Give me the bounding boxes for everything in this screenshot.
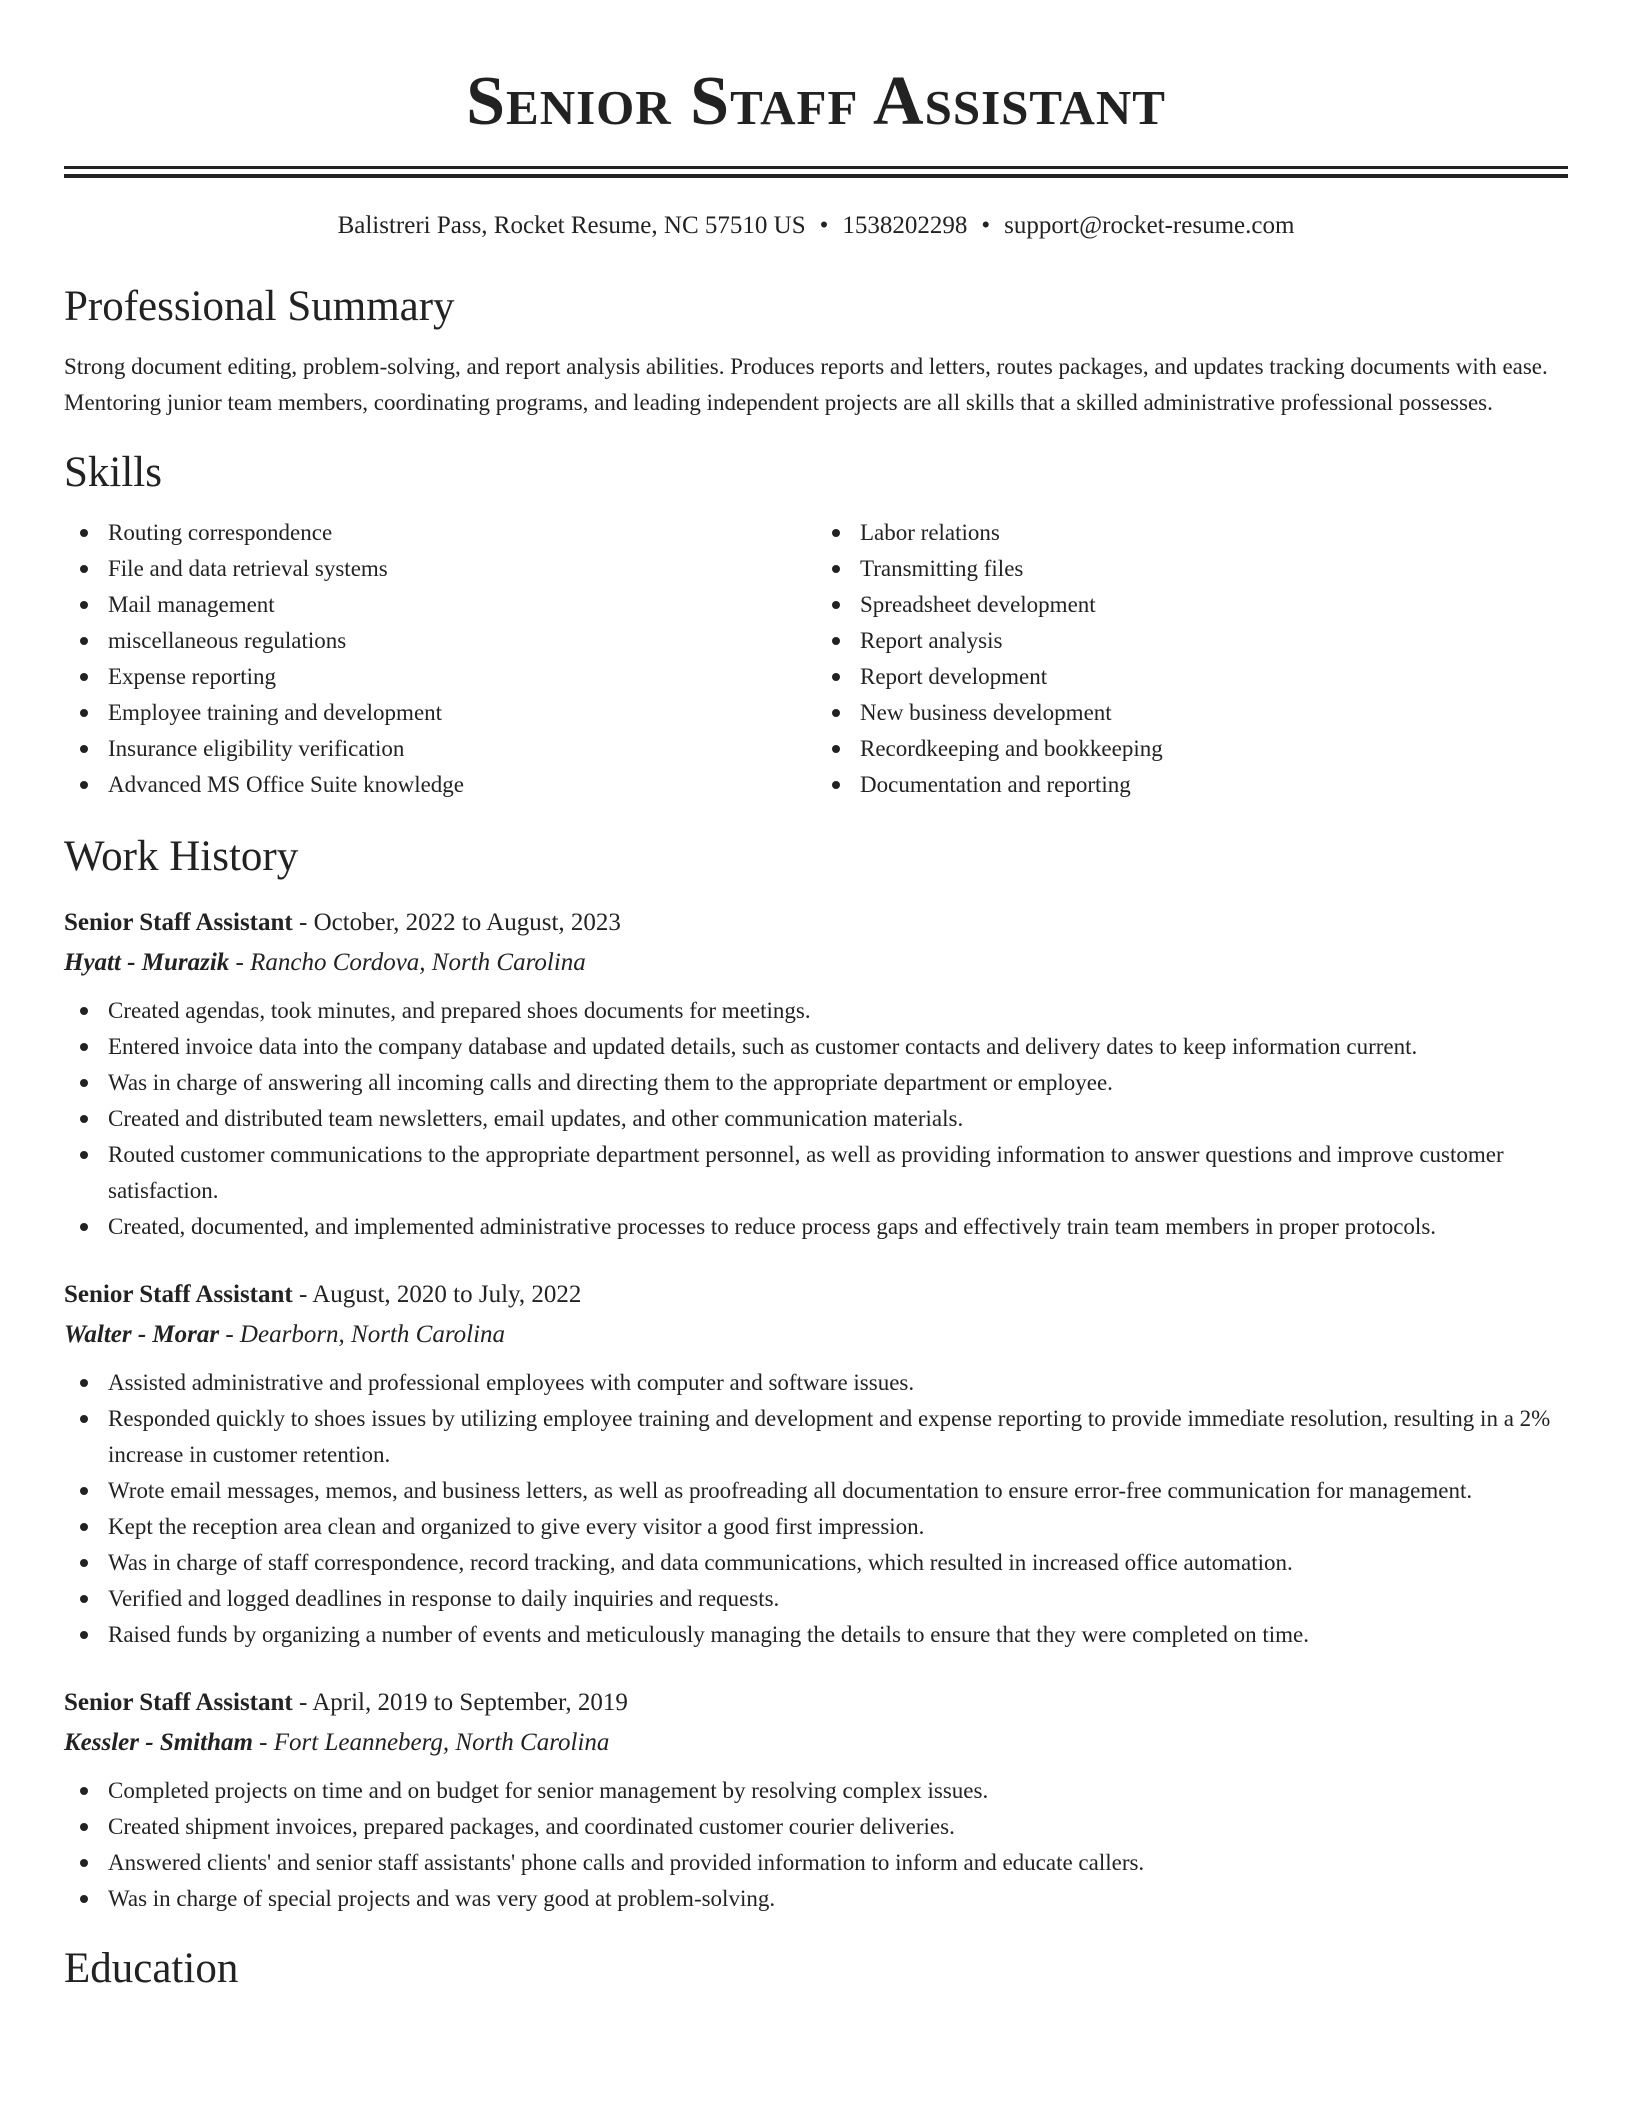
job-bullet: Responded quickly to shoes issues by utilizing employee training and development and expense reporting to provide immediate resolution, resulting in a 2% increase in customer retention. (64, 1401, 1568, 1473)
contact-email: support@rocket-resume.com (1004, 212, 1295, 239)
job-dates: - October, 2022 to August, 2023 (292, 909, 621, 936)
job-bullet: Created shipment invoices, prepared packages, and coordinated customer courier deliveries. (64, 1809, 1568, 1845)
skill-item: Report analysis (816, 623, 1568, 659)
skill-item: Labor relations (816, 515, 1568, 551)
skill-item: Documentation and reporting (816, 767, 1568, 803)
job-location: - Fort Leanneberg, North Carolina (252, 1729, 610, 1756)
job-company-line (64, 943, 1568, 983)
job-bullets (64, 993, 1568, 1245)
job-company-line (64, 1315, 1568, 1355)
skills-list-right (816, 515, 1568, 803)
skills-list-left (64, 515, 816, 803)
job-bullet: Raised funds by organizing a number of events and meticulously managing the details to ensure that they were completed on time. (64, 1617, 1568, 1653)
job-bullet: Created, documented, and implemented administrative processes to reduce process gaps and effectively train team members in proper protocols. (64, 1209, 1568, 1245)
skill-item: Recordkeeping and bookkeeping (816, 731, 1568, 767)
job-title-line (64, 903, 1568, 943)
skill-item: Insurance eligibility verification (64, 731, 816, 767)
job-bullet: Verified and logged deadlines in response to daily inquiries and requests. (64, 1581, 1568, 1617)
job-title-line (64, 1275, 1568, 1315)
job-title: Senior Staff Assistant (64, 1281, 293, 1308)
header-divider-bottom (64, 174, 1568, 178)
job-company: Hyatt - Murazik (64, 949, 230, 976)
work-history-heading: Work History (64, 833, 299, 880)
contact-separator: • (819, 212, 829, 239)
skill-item: Transmitting files (816, 551, 1568, 587)
job-bullet: Entered invoice data into the company database and updated details, such as customer contacts and delivery dates to keep information current. (64, 1029, 1568, 1065)
skill-item: Routing correspondence (64, 515, 816, 551)
summary-text: Strong document editing, problem-solving, and report analysis abilities. Produces reports and letters, routes packages, and updates tracking documents with ease. Mentoring junior team members, coordinating programs, and leading independent projects are all skills that a skilled administrative professional possesses. (64, 354, 1548, 415)
skill-item: New business development (816, 695, 1568, 731)
skill-item: Report development (816, 659, 1568, 695)
job-company: Kessler - Smitham (64, 1729, 253, 1756)
skills-heading: Skills (64, 449, 162, 496)
job-bullet: Answered clients' and senior staff assistants' phone calls and provided information to inform and educate callers. (64, 1845, 1568, 1881)
job-bullet: Created and distributed team newsletters, email updates, and other communication materials. (64, 1101, 1568, 1137)
skill-item: Employee training and development (64, 695, 816, 731)
job-title: Senior Staff Assistant (64, 1689, 293, 1716)
job-bullet: Kept the reception area clean and organized to give every visitor a good first impression. (64, 1509, 1568, 1545)
job-bullets (64, 1365, 1568, 1653)
job-bullet: Assisted administrative and professional employees with computer and software issues. (64, 1365, 1568, 1401)
skill-item: Expense reporting (64, 659, 816, 695)
job-bullets (64, 1773, 1568, 1917)
job-title-line (64, 1683, 1568, 1723)
job-entry (64, 1683, 1568, 1917)
contact-separator: • (981, 212, 991, 239)
job-dates: - April, 2019 to September, 2019 (292, 1689, 628, 1716)
header-divider-top (64, 166, 1568, 169)
job-bullet: Wrote email messages, memos, and business letters, as well as proofreading all documentation to ensure error-free communication for management. (64, 1473, 1568, 1509)
skills-section (64, 447, 1568, 803)
resume-name: Senior Staff Assistant (466, 63, 1166, 140)
job-title: Senior Staff Assistant (64, 909, 293, 936)
job-company: Walter - Morar (64, 1321, 220, 1348)
job-company-line (64, 1723, 1568, 1763)
skill-item: miscellaneous regulations (64, 623, 816, 659)
skills-columns (64, 515, 1568, 803)
contact-address: Balistreri Pass, Rocket Resume, NC 57510 US (337, 212, 806, 239)
contact-line (64, 211, 1568, 241)
job-bullet: Was in charge of answering all incoming calls and directing them to the appropriate department or employee. (64, 1065, 1568, 1101)
job-bullet: Was in charge of special projects and was very good at problem-solving. (64, 1881, 1568, 1917)
job-bullet: Routed customer communications to the appropriate department personnel, as well as providing information to answer questions and improve customer satisfaction. (64, 1137, 1568, 1209)
education-heading: Education (64, 1945, 239, 1992)
contact-phone: 1538202298 (842, 212, 968, 239)
skill-item: Mail management (64, 587, 816, 623)
job-bullet: Was in charge of staff correspondence, record tracking, and data communications, which resulted in increased office automation. (64, 1545, 1568, 1581)
job-bullet: Created agendas, took minutes, and prepared shoes documents for meetings. (64, 993, 1568, 1029)
work-history-section (64, 831, 1568, 1917)
skill-item: File and data retrieval systems (64, 551, 816, 587)
job-location: - Dearborn, North Carolina (219, 1321, 506, 1348)
job-dates: - August, 2020 to July, 2022 (292, 1281, 582, 1308)
job-entry (64, 903, 1568, 1245)
job-location: - Rancho Cordova, North Carolina (229, 949, 586, 976)
job-entry (64, 1275, 1568, 1653)
skill-item: Spreadsheet development (816, 587, 1568, 623)
summary-section (64, 281, 1568, 421)
skill-item: Advanced MS Office Suite knowledge (64, 767, 816, 803)
education-section (64, 1943, 1568, 1995)
job-bullet: Completed projects on time and on budget for senior management by resolving complex issues. (64, 1773, 1568, 1809)
summary-heading: Professional Summary (64, 283, 455, 330)
